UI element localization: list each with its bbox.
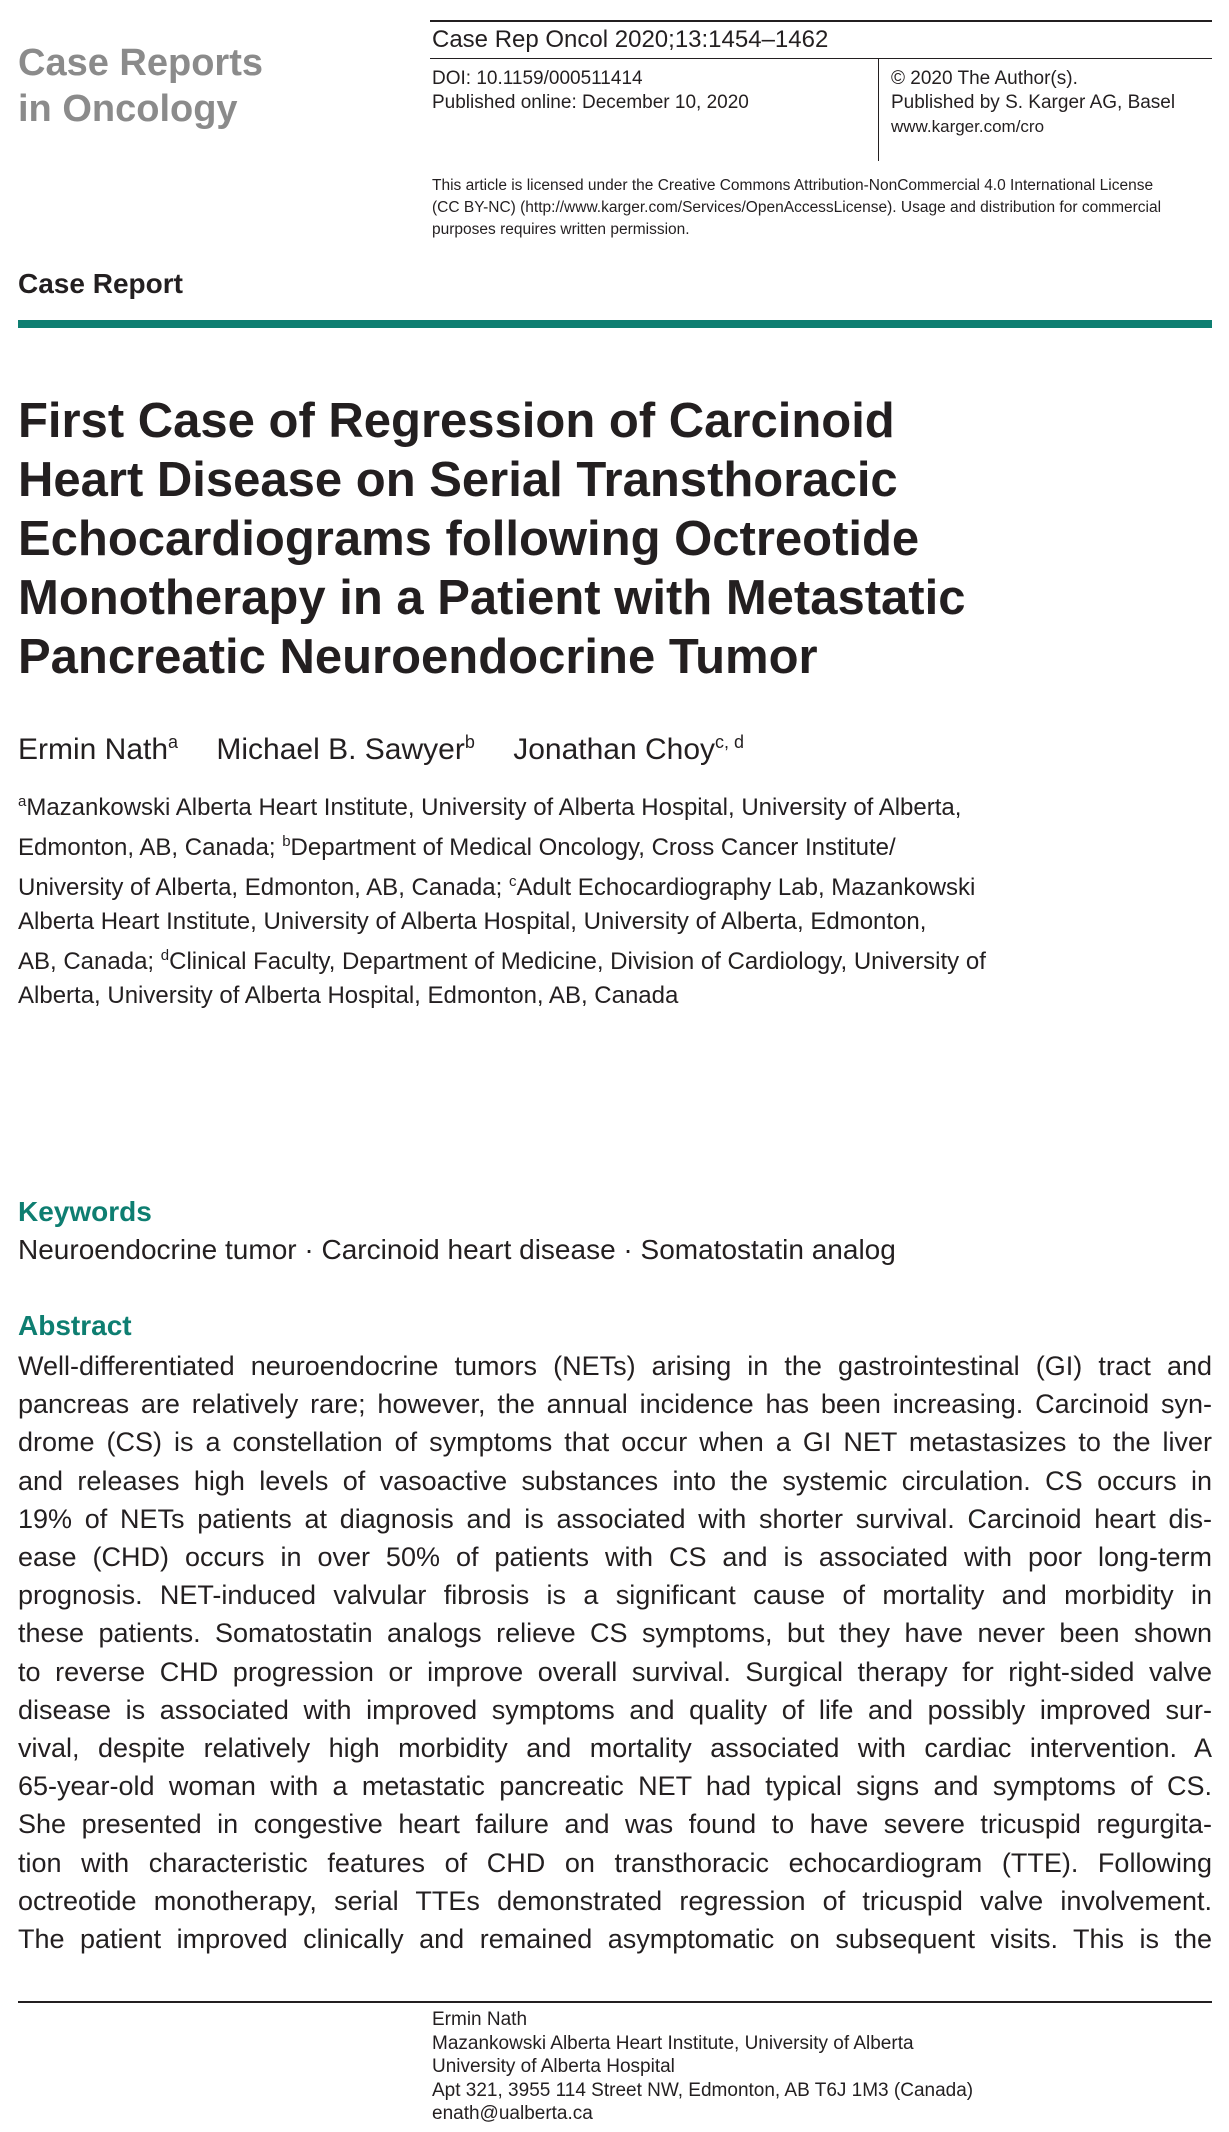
correspondence-block xyxy=(432,2008,973,2126)
abstract-line: pancreas are relatively rare; however, the annual incidence has been increasing. Carcinoid syn- xyxy=(18,1389,1212,1420)
doi: DOI: 10.1159/000511414 xyxy=(432,68,643,89)
publisher: Published by S. Karger AG, Basel xyxy=(891,92,1176,113)
correspondence-address-line: Apt 321, 3955 114 Street NW, Edmonton, AB T6J 1M3 (Canada) xyxy=(432,2079,974,2101)
abstract-line: Well-differentiated neuroendocrine tumors (NETs) arising in the gastrointestinal (GI) tract and xyxy=(18,1351,1212,1381)
keywords-heading: Keywords xyxy=(18,1196,152,1227)
citation: Case Rep Oncol 2020;13:1454–1462 xyxy=(432,26,829,53)
abstract-line: tion with characteristic features of CHD on transthoracic echocardiogram (TTE). Following xyxy=(18,1847,1212,1878)
abstract-heading: Abstract xyxy=(18,1310,132,1341)
author-list xyxy=(18,722,774,770)
abstract-line: ease (CHD) occurs in over 50% of patients with CS and is associated with poor long-term xyxy=(18,1542,1212,1573)
abstract-line: 65-year-old woman with a metastatic pancreatic NET had typical signs and symptoms of CS. xyxy=(18,1771,1212,1802)
abstract-line: The patient improved clinically and remained asymptomatic on subsequent visits. This is the xyxy=(18,1924,1212,1955)
publication-info xyxy=(430,59,878,161)
journal-name-line-2: in Oncology xyxy=(18,88,238,130)
affiliation-line: Alberta, University of Alberta Hospital, Edmonton, AB, Canada xyxy=(18,982,679,1009)
correspondence-name: Ermin Nath xyxy=(432,2009,528,2030)
header-meta xyxy=(430,59,1212,161)
affiliations xyxy=(18,785,1208,1013)
abstract-line: 19% of NETs patients at diagnosis and is associated with shorter survival. Carcinoid heart dis- xyxy=(18,1503,1212,1534)
article-title xyxy=(18,392,1198,687)
footer-divider xyxy=(18,2001,1212,2003)
article-header xyxy=(430,20,1212,241)
license-line: This article is licensed under the Creative Commons Attribution-NonCommercial 4.0 International License xyxy=(432,177,1154,194)
correspondence-address-line: University of Alberta Hospital xyxy=(432,2056,675,2077)
abstract-line: these patients. Somatostatin analogs relieve CS symptoms, but they have never been shown xyxy=(18,1618,1212,1649)
title-line: Echocardiograms following Octreotide xyxy=(18,512,920,566)
section-divider xyxy=(18,320,1212,328)
affiliation-line: Edmonton, AB, Canada; $^b$Department of Medical Oncology, Cross Cancer Institute/ xyxy=(18,833,896,861)
title-line: First Case of Regression of Carcinoid xyxy=(18,394,895,448)
copyright: © 2020 The Author(s). xyxy=(891,68,1078,89)
published-date: Published online: December 10, 2020 xyxy=(432,92,749,113)
title-line: Pancreatic Neuroendocrine Tumor xyxy=(18,630,818,684)
journal-website-link[interactable]: www.karger.com/cro xyxy=(891,117,1045,136)
abstract-line: drome (CS) is a constellation of symptoms that occur when a GI NET metastasizes to the liver xyxy=(18,1427,1212,1458)
abstract-line: She presented in congestive heart failure and was found to have severe tricuspid regurgita- xyxy=(18,1809,1212,1840)
abstract-line: to reverse CHD progression or improve overall survival. Surgical therapy for right-sided valve xyxy=(18,1656,1212,1687)
affiliation-line: AB, Canada; $^d$Clinical Faculty, Department of Medicine, Division of Cardiology, University of xyxy=(18,947,986,975)
abstract-line: disease is associated with improved symptoms and quality of life and possibly improved sur- xyxy=(18,1694,1212,1725)
affiliation-line: $^a$Mazankowski Alberta Heart Institute, University of Alberta Hospital, University of Alberta, xyxy=(18,793,962,821)
correspondence-address-line: Mazankowski Alberta Heart Institute, University of Alberta xyxy=(432,2032,914,2054)
abstract-line: octreotide monotherapy, serial TTEs demonstrated regression of tricuspid valve involvement. xyxy=(18,1885,1212,1916)
author: Ermin Nath$^a$ xyxy=(18,732,179,766)
abstract-line: prognosis. NET-induced valvular fibrosis is a significant cause of mortality and morbidity in xyxy=(18,1580,1212,1611)
license-line: (CC BY-NC) (http://www.karger.com/Services/OpenAccessLicense). Usage and distribution for commercial xyxy=(432,199,1162,216)
correspondence-email-link[interactable]: enath@ualberta.ca xyxy=(432,2103,593,2124)
author: Jonathan Choy$^{c, d}$ xyxy=(513,732,745,766)
author: Michael B. Sawyer$^b$ xyxy=(216,732,475,766)
affiliation-line: Alberta Heart Institute, University of Alberta Hospital, University of Alberta, Edmonton, xyxy=(18,908,927,935)
journal-name-line-1: Case Reports xyxy=(18,42,263,84)
title-line: Monotherapy in a Patient with Metastatic xyxy=(18,571,966,625)
affiliation-line: University of Alberta, Edmonton, AB, Canada; $^c$Adult Echocardiography Lab, Mazankowski xyxy=(18,873,976,901)
license-line: purposes requires written permission. xyxy=(432,221,690,238)
title-line: Heart Disease on Serial Transthoracic xyxy=(18,453,898,507)
abstract-body xyxy=(18,1347,1212,1958)
abstract-line: and releases high levels of vasoactive substances into the systemic circulation. CS occurs in xyxy=(18,1465,1212,1496)
license-statement xyxy=(430,161,1212,241)
journal-logo xyxy=(18,40,263,132)
section-label: Case Report xyxy=(18,268,183,299)
keywords-list: Neuroendocrine tumor · Carcinoid heart disease · Somatostatin analog xyxy=(18,1234,896,1265)
copyright-info xyxy=(878,59,1212,161)
abstract-line: vival, despite relatively high morbidity and mortality associated with cardiac intervention. A xyxy=(18,1733,1212,1764)
